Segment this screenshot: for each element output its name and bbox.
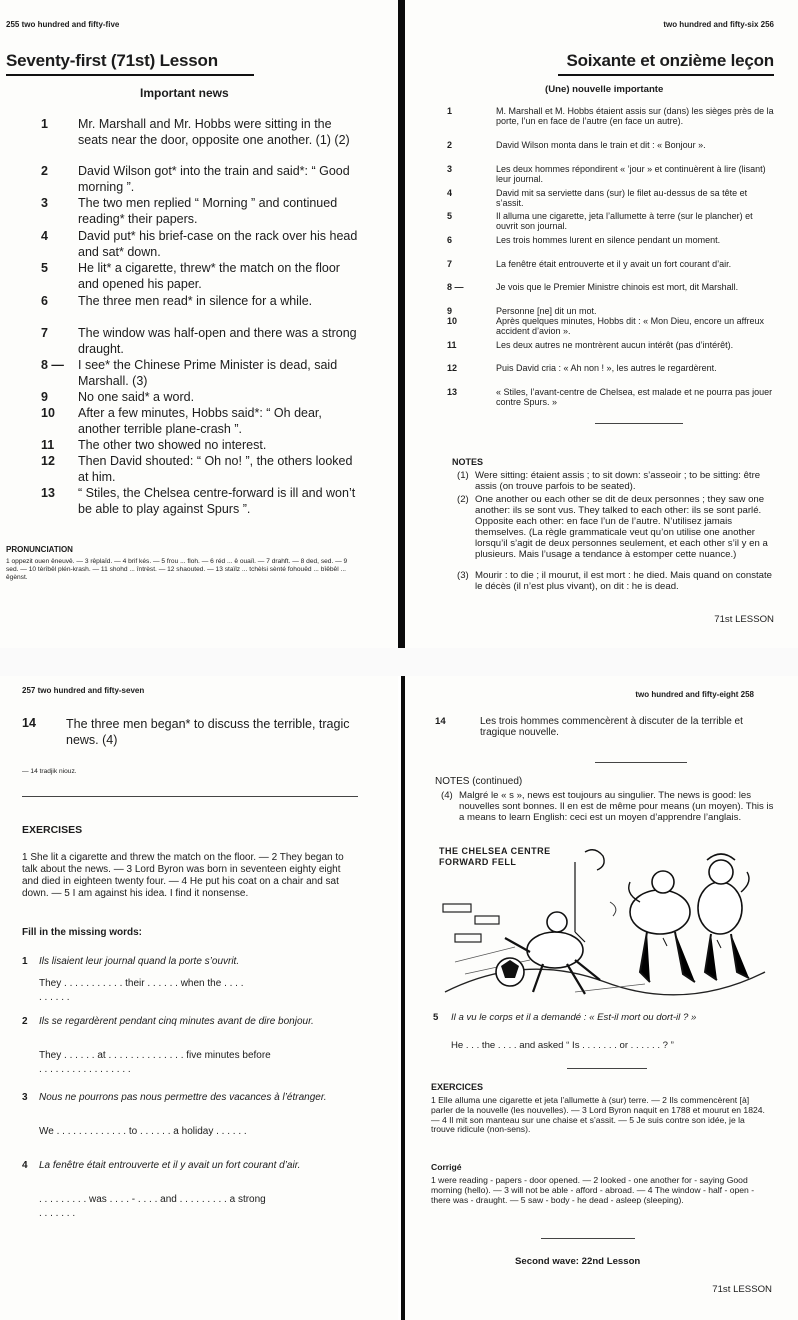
page-255 [0,0,398,648]
fill-in-blank-continued[interactable]: . . . . . . . . . . . . . . . . . [39,1064,131,1075]
item-text: No one said* a word. [78,390,195,404]
lesson-subtitle: (Une) nouvelle importante [545,84,664,95]
fill-in-prompt: La fenêtre était entrouverte et il y avait un fort courant d’air. [39,1160,301,1171]
item-number: 3 [41,196,48,210]
exercises-text: 1 She lit a cigarette and threw the match on the floor. — 2 They began to talk about the news. — 3 Lord Byron was born in seventeen eighty eight and died in eighteen twenty four. — 4 He put his coat on a chair and sat down. — 5 I am against his idea. I find it nonsense. [22,852,344,899]
exercices-text: 1 Elle alluma une cigarette et jeta l’allumette à (sur) terre. — 2 Ils commencèrent [à] parler de la nouvelle (les nouvelles). — 3 Lord Byron naquit en 1788 et mourut en 1824. — 4 Il mit son manteau sur une chaise et s’assit. — 5 Je suis contre son idée, je la trouve ridicule (non-sens). [431,1095,765,1135]
item-text: He lit* a cigarette, threw* the match on the floor and opened his paper. [78,261,340,291]
item-number: 11 [41,438,55,452]
corrige-text: 1 were reading - papers - door opened. — 2 looked - one another for - saying Good morning (hello). — 3 will not be able - afford - abroad. — 4 The window - half - open - there was - draught. — 5 saw - body - he dead - asleep (sleeping). [431,1175,755,1205]
item-14-text: The three men began* to discuss the terrible, tragic news. (4) [66,717,350,747]
item-number: 6 [447,235,453,245]
fill-in-blank-continued[interactable]: . . . . . . . [39,1208,76,1219]
lesson-title: Seventy-first (71st) Lesson [6,51,218,70]
exercices-heading: EXERCICES [431,1082,484,1092]
corrige-heading: Corrigé [431,1162,462,1172]
item-text: Puis David cria : « Ah non ! », les autres le regardèrent. [496,363,717,373]
fill-in-blank-continued[interactable]: . . . . . . [39,992,70,1003]
page-header: 255 two hundred and fifty-five [6,20,120,29]
fill-in-number: 3 [22,1092,28,1103]
fill-in-number: 4 [22,1160,28,1171]
item-number: 9 [447,306,453,316]
section-divider-2 [567,1068,647,1069]
item-number: 1 [447,106,453,116]
item-number: 7 [41,326,48,340]
page-256: two hundred and fifty-six 256 Soixante et onzième leçon (Une) nouvelle importante 1 M. Marshall et M. Hobbs étaient assis sur (dans) les sièges près de la porte, l’un en face de l’autre (en face un autre). 2 David Wilson monta dans le train et dit : « Bonjour ». 3 Les deux hommes répondirent « ’jour » et continuèrent à lire (lisant) leur journal. 4 David mit sa serviette dans (sur) le filet au-dessus de sa tête et s’assit. 5 Il alluma une cigarette, jeta l’allumette à terre (sur le plancher) et ouvrit son journal. 6 Les trois hommes lurent en silence pendant un moment. 7 La fenêtre était entrouverte et il y avait un fort courant d’air. 8 — Je vois que le Premier Ministre chinois est mort, dit Marshall. 9 Personne [ne] dit un mot. 10 Après quelques minutes, Hobbs dit : « Mon Dieu, encore un affreux accident d’avion ». 11 Les deux autres ne montrèrent aucun intérêt (pas d’intérêt). 12 Puis David cria : « Ah non ! », les autres le regardèrent. 13 « Stiles, l’avant-centre de Chelsea, est malade et ne pourra pas jouer contre Spurs. » NOTES (1) Were sitting: étaient assis ; to sit down: s’asseoir ; to be sitting: être assis (on trouve parfois to be seated). (2) One another ou each other se dit de deux personnes ; they saw one another: ils se sont vus. They talked to each other: ils se sont parlé. Opposite each other: en face l’un de l’autre. N’utilisez jamais themselves. (La règle grammaticale veut qu’on utilise one another lorsqu’il s’agit de deux personnes seulement, et each other s’il y en a plusieurs. Mais l’usage a tendance à estomper cette nuance.) (3) Mourir : to die ; il mourut, il est mort : he died. Mais quand on constate le décès (il n’est plus vivant), on dit : he is dead. 71st LESSON [405,0,798,648]
section-divider [595,762,687,763]
section-divider-3 [541,1238,635,1239]
item-number: 6 [41,294,48,308]
item-number: 12 [447,363,458,373]
item-text: David Wilson monta dans le train et dit : « Bonjour ». [496,140,706,150]
page-header: two hundred and fifty-six 256 [663,20,774,29]
item-number: 5 [447,211,453,221]
item-number: 7 [447,259,453,269]
item-text: Les deux autres ne montrèrent aucun intérêt (pas d’intérêt). [496,340,734,350]
exercise-5-blank: He . . . the . . . . and asked “ Is . . . . . . . or . . . . . . ? ” [451,1040,674,1051]
title-underline [558,74,774,76]
item-number: 4 [41,229,48,243]
fill-in-prompt: Nous ne pourrons pas nous permettre des vacances à l’étranger. [39,1092,327,1103]
item-text: “ Stiles, the Chelsea centre-forward is ill and won’t be able to play against Spurs ”. [78,486,356,516]
item-text: Il alluma une cigarette, jeta l’allumette à terre (sur le plancher) et ouvrit son journal. [496,211,753,232]
item-text: « Stiles, l’avant-centre de Chelsea, est malade et ne pourra pas jouer contre Spurs. » [496,387,773,408]
item-text: La fenêtre était entrouverte et il y avait un fort courant d’air. [496,259,732,269]
page-footer: 71st LESSON [712,1284,772,1295]
cartoon-illustration [435,842,767,1004]
item-number: 5 [41,261,48,275]
item-number: 11 [447,340,457,350]
exercise-5-prompt: Il a vu le corps et il a demandé : « Est-il mort ou dort-il ? » [451,1012,697,1023]
pronunciation-text: — 14 tradjik niouz. [22,768,77,775]
exercises-heading: EXERCISES [22,824,83,836]
fill-in-number: 2 [22,1016,28,1027]
page-258: two hundred and fifty-eight 258 14 Les trois hommes commencèrent à discuter de la terrible et tragique nouvelle. NOTES (continued) (4) Malgré le « s », news est toujours au singulier. The news is good: les nouvelles sont bonnes. Il en est de même pour means (un moyen). This is a means to learn English: ceci est un moyen d’apprendre l’anglais. THE CHELSEA CENTRE FORWARD FELL 5 Il a vu le corps et il a demandé : « Est-il mort ou dort-il ? » He . . . the . . . . and asked “ Is . . . . . . . or . . . . . . ? ” EXERCICES 1 Elle alluma une cigarette et jeta l’allumette à (sur) terre. — 2 Ils commencèrent [à] parler de la nouvelle (les nouvelles). — 3 Lord Byron naquit en 1788 et mourut en 1824. — 4 Il mit son manteau sur une chaise et s’assit. — 5 Je suis contre son idée, je la trouve ridicule (non-sens). Corrigé 1 were reading - papers - door opened. — 2 looked - one another for - saying Good morning (hello). — 3 will not be able - afford - abroad. — 4 The window - half - open - there was - draught. — 5 saw - body - he dead - asleep (sleeping). Second wave: 22nd Lesson 71st LESSON [405,676,798,1320]
item-text: The three men read* in silence for a while. [78,294,313,308]
item-14-text: Les trois hommes commencèrent à discuter de la terrible et tragique nouvelle. [480,716,743,738]
exercise-5-number: 5 [433,1012,439,1023]
page-header: two hundred and fifty-eight 258 [635,690,754,699]
second-wave-note: Second wave: 22nd Lesson [515,1256,641,1267]
fill-in-blank[interactable]: . . . . . . . . . was . . . . - . . . . and . . . . . . . . . a strong [39,1194,266,1205]
fill-in-prompt: Ils se regardèrent pendant cinq minutes avant de dire bonjour. [39,1016,314,1027]
item-text: Les deux hommes répondirent « ’jour » et continuèrent à lire (lisant) leur journal. [496,164,766,185]
fill-heading: Fill in the missing words: [22,927,143,938]
item-number: 13 [41,486,55,500]
fill-in-blank[interactable]: We . . . . . . . . . . . . . to . . . . . . a holiday . . . . . . [39,1126,247,1137]
page-footer: 71st LESSON [714,614,774,625]
item-text: Je vois que le Premier Ministre chinois est mort, dit Marshall. [496,282,739,292]
item-number: 10 [447,316,458,326]
notes-heading: NOTES (continued) [435,776,523,787]
item-text: Les trois hommes lurent en silence pendant un moment. [496,235,721,245]
item-number: 9 [41,390,48,404]
notes-divider [595,423,683,424]
item-text: M. Marshall et M. Hobbs étaient assis sur (dans) les sièges près de la porte, l’un en face de l’autre (en face un autre). [496,106,774,127]
notes-heading: NOTES [452,457,484,467]
item-text: Après quelques minutes, Hobbs dit : « Mon Dieu, encore un affreux accident d’avion ». [496,316,764,337]
fill-in-prompt: Ils lisaient leur journal quand la porte s’ouvrit. [39,956,240,967]
item-number: 3 [447,164,453,174]
item-text: David put* his brief-case on the rack over his head and sat* down. [78,229,358,259]
fill-in-blank[interactable]: They . . . . . . . . . . . their . . . . . . when the . . . . [39,978,244,989]
item-text: The window was half-open and there was a strong draught. [78,326,357,356]
section-divider [22,796,358,797]
item-text: The two men replied “ Morning ” and continued reading* their papers. [78,196,338,226]
item-text: David Wilson got* into the train and said*: “ Good morning ”. [78,164,350,194]
page-header: 257 two hundred and fifty-seven [22,686,145,695]
item-number: 4 [447,188,453,198]
item-text: Mr. Marshall and Mr. Hobbs were sitting in the seats near the door, opposite one another. (1) (2) [78,117,350,147]
lesson-subtitle: Important news [140,86,229,100]
item-number: 13 [447,387,458,397]
item-14-number: 14 [435,716,446,727]
item-text: After a few minutes, Hobbs said*: “ Oh dear, another terrible plane-crash ”. [78,406,322,436]
item-text: Then David shouted: “ Oh no! ”, the others looked at him. [78,454,353,484]
pronunciation-text: 1 oppezit ouen êneuvê. — 3 rêplaïd. — 4 brif kés. — 5 frou ... floh. — 6 réd ... ê ouaïl. — 7 drahft. — 8 ded, sed. — 9 sed. — 10 tèrîbêl plén-krash. — 11 shohd ... întrèst. — 12 shaouted. — 13 staïlz ... tchèlsi sènté fohouêd ... bîêbêl ... êgènst. [6,558,348,582]
pronunciation-heading: PRONUNCIATION [6,545,73,554]
page-gap [0,648,798,676]
cartoon-caption: THE CHELSEA CENTRE FORWARD FELL [439,846,551,867]
item-text: I see* the Chinese Prime Minister is dead, said Marshall. (3) [78,358,338,388]
item-14-number: 14 [22,716,36,730]
lesson-title: Soixante et onzième leçon [566,51,774,70]
item-text: Personne [ne] dit un mot. [496,306,597,316]
fill-in-number: 1 [22,956,28,967]
fill-in-blank[interactable]: They . . . . . . at . . . . . . . . . . . . . . five minutes before [39,1050,271,1061]
item-number: 8 — [41,358,64,372]
item-number: 1 [41,117,48,131]
item-text: David mit sa serviette dans (sur) le filet au-dessus de sa tête et s’assit. [496,188,748,209]
item-number: 12 [41,454,55,468]
item-number: 8 — [447,282,464,292]
title-underline [6,74,254,76]
page-257 [0,676,398,1320]
item-text: The other two showed no interest. [78,438,267,452]
item-number: 2 [447,140,453,150]
item-number: 10 [41,406,55,420]
item-number: 2 [41,164,48,178]
